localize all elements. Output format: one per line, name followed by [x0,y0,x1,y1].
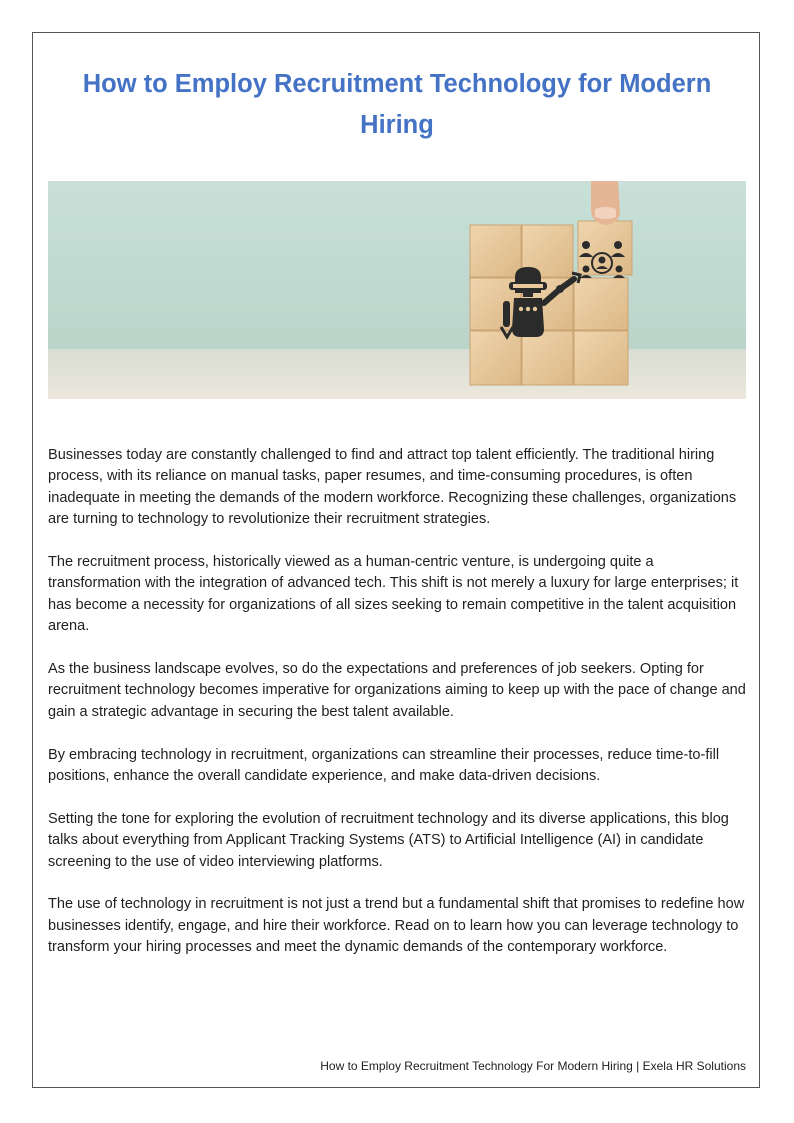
page-title: How to Employ Recruitment Technology for Modern Hiring [82,70,712,139]
paragraph-4: By embracing technology in recruitment, organizations can streamline their processes, reduce time-to-fill positions, enhance the overall candidate experience, and make data-driven decisions. [48,746,720,785]
paragraph-6: The use of technology in recruitment is not just a trend but a fundamental shift that promises to redefine how businesses identify, engage, and hire their workforce. Read on to learn how you can leverage technology to transform your hiring processes and meet the dynamic demands of the contemporary workforce. [48,896,745,956]
paragraph-5: Setting the tone for exploring the evolution of recruitment technology and its diverse applications, this blog talks about everything from Applicant Tracking Systems (ATS) to Artificial Intelligence (AI) in candidate screening to the use of video interviewing platforms. [48,810,729,870]
hero-illustration [48,181,746,399]
paragraph-1: Businesses today are constantly challenged to find and attract top talent efficiently. The traditional hiring process, with its reliance on manual tasks, paper resumes, and time-consuming procedures, is often inadequate in meeting the demands of the modern workforce. Recognizing these challenges, organizations are turning to technology to revolutionize their recruitment strategies. [48,447,737,528]
hero-image [48,181,746,399]
paragraph-2: The recruitment process, historically viewed as a human-centric venture, is undergoing quite a transformation with the integration of advanced tech. This shift is not merely a luxury for large enterprises; it has become a necessity for organizations of all sizes seeking to remain competitive in the talent acquisition arena. [48,554,739,635]
page-footer: How to Employ Recruitment Technology For Modern Hiring | Exela HR Solutions [320,1059,746,1073]
article-body [48,445,748,980]
paragraph-3: As the business landscape evolves, so do the expectations and preferences of job seekers. Opting for recruitment technology becomes imperative for organizations aiming to keep up with the pace of change and gain a strategic advantage in securing the best talent available. [48,661,746,720]
wooden-blocks [470,221,632,385]
hero-table-surface [48,349,746,399]
finger [591,181,620,225]
